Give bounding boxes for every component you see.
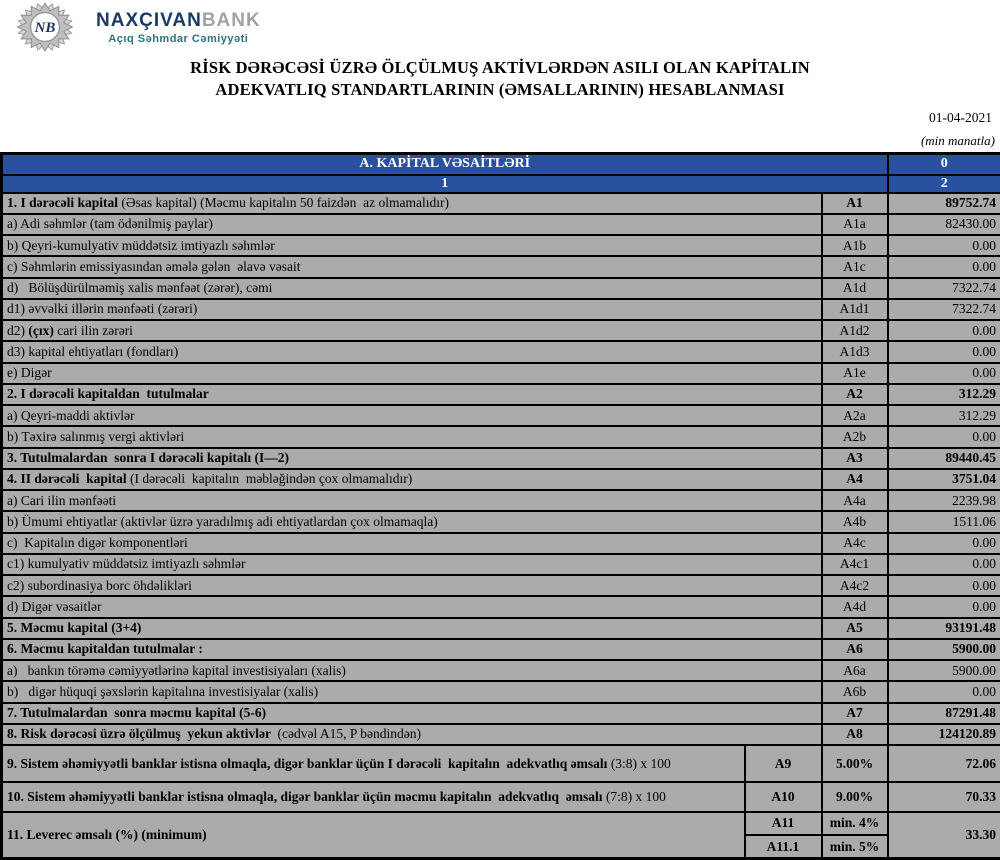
- table-row: [2, 511, 1000, 532]
- row-value: 5900.00: [888, 660, 1000, 681]
- row-label-text: cari ilin zərəri: [53, 322, 133, 338]
- row-code: A2a: [822, 405, 888, 426]
- row-code: A4a: [822, 490, 888, 511]
- document-title: [0, 57, 1000, 102]
- row-label: [2, 299, 822, 320]
- table-row: [2, 448, 1000, 469]
- row-code: A1e: [822, 363, 888, 384]
- row-label-text: 5. Məcmu kapital (3+4): [7, 620, 142, 636]
- row-value: 0.00: [888, 341, 1000, 362]
- row-label: [2, 426, 822, 447]
- row-label-text: d2): [7, 322, 29, 338]
- row-value: 0.00: [888, 554, 1000, 575]
- row-label: [2, 278, 822, 299]
- row-value: 0.00: [888, 256, 1000, 277]
- table-row: [2, 193, 1000, 214]
- row-label: [2, 341, 822, 362]
- table-row: [2, 405, 1000, 426]
- row-label-text: e) Digər: [7, 365, 52, 381]
- row-value: 312.29: [888, 405, 1000, 426]
- row-code: A1d2: [822, 320, 888, 341]
- row-label: [2, 812, 745, 859]
- row-label: [2, 745, 745, 782]
- table-row: [2, 469, 1000, 490]
- row-label-text: a) Cari ilin mənfəəti: [7, 492, 117, 508]
- row-label-text: 6. Məcmu kapitaldan tutulmalar :: [7, 641, 203, 657]
- row-code: A5: [822, 618, 888, 639]
- row-value: 0.00: [888, 426, 1000, 447]
- row-label: [2, 448, 822, 469]
- row-code: A9: [745, 745, 822, 782]
- row-label-text: b) Təxirə salınmış vergi aktivləri: [7, 428, 185, 444]
- table-row: [2, 235, 1000, 256]
- table-row: [2, 618, 1000, 639]
- row-value: 87291.48: [888, 703, 1000, 724]
- row-label: [2, 490, 822, 511]
- row-value: 3751.04: [888, 469, 1000, 490]
- row-value: 93191.48: [888, 618, 1000, 639]
- row-value: 124120.89: [888, 724, 1000, 745]
- row-code: A11.1: [745, 835, 822, 858]
- row-label-text: b) Ümumi ehtiyatlar (aktivlər üzrə yaradılmış adi ehtiyatlardan çox olmamaqla): [7, 513, 438, 529]
- row-label: [2, 681, 822, 702]
- row-value: 0.00: [888, 533, 1000, 554]
- row-label: [2, 320, 822, 341]
- row-code: A6b: [822, 681, 888, 702]
- row-label-text: d) Bölüşdürülməmiş xalis mənfəət (zərər), cəmi: [7, 280, 273, 296]
- row-code: A2: [822, 384, 888, 405]
- bank-seal-icon: [16, 2, 74, 52]
- row-label-text: 1. I dərəcəli kapital: [7, 195, 122, 211]
- bank-name-block: [96, 11, 261, 45]
- row-label-text: 9. Sistem əhəmiyyətli banklar istisna olmaqla, digər banklar üçün I dərəcəli kapitalın adekvatlıq əmsalı: [7, 755, 611, 771]
- row-label-text: d1) əvvəlki illərin mənfəəti (zərəri): [7, 301, 198, 317]
- table-row: [2, 812, 1000, 835]
- report-date: 01-04-2021: [929, 110, 992, 125]
- row-label-text: (3:8) x 100: [610, 755, 671, 771]
- table-row: [2, 703, 1000, 724]
- capital-table: [0, 152, 1000, 860]
- row-label-text: 10. Sistem əhəmiyyətli banklar istisna olmaqla, digər banklar üçün məcmu kapitalın adekvatlıq əmsalı: [7, 789, 606, 805]
- row-code: A1a: [822, 214, 888, 235]
- row-label: [2, 193, 822, 214]
- row-label-text: a) bankın törəmə cəmiyyətlərinə kapital investisiyaları (xalis): [7, 662, 346, 678]
- table-header-row-2: [2, 175, 1000, 193]
- row-code: A6a: [822, 660, 888, 681]
- row-label-text: 3. Tutulmalardan sonra I dərəcəli kapitalı (I—2): [7, 450, 290, 466]
- row-label-text: (çıx): [28, 322, 54, 338]
- unit-note: (min manatla): [920, 133, 995, 148]
- row-code: A3: [822, 448, 888, 469]
- table-row: [2, 575, 1000, 596]
- table-row: [2, 341, 1000, 362]
- row-percent: 9.00%: [822, 782, 888, 811]
- row-code: A4c2: [822, 575, 888, 596]
- bank-subtitle: Açıq Səhmdar Cəmiyyəti: [108, 33, 249, 45]
- row-code: A1b: [822, 235, 888, 256]
- row-label: [2, 660, 822, 681]
- table-section-title: A. KAPİTAL VƏSAİTLƏRİ: [2, 154, 888, 175]
- row-label-text: c) Səhmlərin emissiyasından əmələ gələn əlavə vəsait: [7, 258, 301, 274]
- row-label: [2, 533, 822, 554]
- row-code: A1c: [822, 256, 888, 277]
- row-value: 33.30: [888, 812, 1000, 859]
- row-label-text: d3) kapital ehtiyatları (fondları): [7, 343, 179, 359]
- row-value: 1511.06: [888, 511, 1000, 532]
- row-value: 82430.00: [888, 214, 1000, 235]
- table-row: [2, 320, 1000, 341]
- row-label-text: (cədvəl A15, P bəndindən): [277, 726, 421, 742]
- row-value: 5900.00: [888, 639, 1000, 660]
- row-value: 89752.74: [888, 193, 1000, 214]
- table-row: [2, 782, 1000, 811]
- row-code: A4c1: [822, 554, 888, 575]
- bank-name-primary: NAXÇIVAN: [96, 10, 202, 31]
- bank-name: [96, 11, 261, 30]
- row-label: [2, 596, 822, 617]
- row-code: A7: [822, 703, 888, 724]
- row-code: A4d: [822, 596, 888, 617]
- row-label-text: (Əsas kapital) (Məcmu kapitalın 50 faizdən az olmamalıdır): [121, 195, 450, 211]
- row-label: [2, 703, 822, 724]
- row-label: [2, 782, 745, 811]
- row-label: [2, 511, 822, 532]
- row-value: 0.00: [888, 320, 1000, 341]
- row-label: [2, 235, 822, 256]
- row-label-text: d) Digər vəsaitlər: [7, 598, 102, 614]
- row-label-text: c1) kumulyativ müddətsiz imtiyazlı səhmlər: [7, 556, 246, 572]
- row-value: 7322.74: [888, 278, 1000, 299]
- row-label-text: c2) subordinasiya borc öhdəlikləri: [7, 577, 192, 593]
- row-label-text: (I dərəcəli kapitalın məbləğindən çox olmamalıdır): [130, 471, 413, 487]
- row-code: A4b: [822, 511, 888, 532]
- row-label: [2, 363, 822, 384]
- row-value: 70.33: [888, 782, 1000, 811]
- table-row: [2, 299, 1000, 320]
- row-code: A4c: [822, 533, 888, 554]
- bank-logo: [16, 2, 261, 52]
- row-code: A1: [822, 193, 888, 214]
- table-row: [2, 363, 1000, 384]
- row-label-text: 4. II dərəcəli kapital: [7, 471, 130, 487]
- row-label-text: 2. I dərəcəli kapitaldan tutulmalar: [7, 386, 209, 402]
- table-row: [2, 596, 1000, 617]
- row-value: 312.29: [888, 384, 1000, 405]
- table-row: [2, 681, 1000, 702]
- table-row: [2, 533, 1000, 554]
- row-code: A1d1: [822, 299, 888, 320]
- row-label-text: b) digər hüquqi şəxslərin kapitalına investisiyalar (xalis): [7, 683, 319, 699]
- row-label-text: 7. Tutulmalardan sonra məcmu kapital (5-6): [7, 705, 267, 721]
- row-label: [2, 256, 822, 277]
- table-row: [2, 214, 1000, 235]
- row-code: A2b: [822, 426, 888, 447]
- row-label: [2, 575, 822, 596]
- bank-monogram: NB: [34, 20, 56, 36]
- row-code: A6: [822, 639, 888, 660]
- row-value: 0.00: [888, 596, 1000, 617]
- bank-name-secondary: BANK: [201, 10, 261, 31]
- row-value: 0.00: [888, 363, 1000, 384]
- row-value: 0.00: [888, 681, 1000, 702]
- row-label-text: a) Qeyri-maddi aktivlər: [7, 407, 135, 423]
- row-label: [2, 554, 822, 575]
- row-label: [2, 469, 822, 490]
- row-label-text: 8. Risk dərəcəsi üzrə ölçülmuş yekun aktivlər: [7, 726, 278, 742]
- row-label-text: 11. Leverec əmsalı (%) (minimum): [7, 826, 207, 842]
- row-percent: min. 4%: [822, 812, 888, 835]
- row-value: 0.00: [888, 575, 1000, 596]
- row-code: A4: [822, 469, 888, 490]
- table-row: [2, 639, 1000, 660]
- row-code: A1d3: [822, 341, 888, 362]
- row-code: A11: [745, 812, 822, 835]
- row-label-text: (7:8) x 100: [605, 789, 666, 805]
- row-value: 7322.74: [888, 299, 1000, 320]
- row-label: [2, 405, 822, 426]
- row-label: [2, 639, 822, 660]
- row-code: A1d: [822, 278, 888, 299]
- table-row: [2, 278, 1000, 299]
- row-value: 0.00: [888, 235, 1000, 256]
- document-title-line1: RİSK DƏRƏCƏSİ ÜZRƏ ÖLÇÜLMUŞ AKTİVLƏRDƏN ASILI OLAN KAPİTALIN: [190, 58, 810, 77]
- table-row: [2, 490, 1000, 511]
- table-col-header-1: 1: [2, 175, 888, 193]
- row-value: 89440.45: [888, 448, 1000, 469]
- table-row: [2, 554, 1000, 575]
- row-label-text: b) Qeyri-kumulyativ müddətsiz imtiyazlı səhmlər: [7, 237, 275, 253]
- row-percent: min. 5%: [822, 835, 888, 858]
- row-label: [2, 214, 822, 235]
- table-row: [2, 384, 1000, 405]
- row-label-text: c) Kapitalın digər komponentləri: [7, 535, 188, 551]
- row-label: [2, 384, 822, 405]
- document-title-line2: ADEKVATLIQ STANDARTLARININ (ƏMSALLARININ) HESABLANMASI: [215, 80, 785, 100]
- table-col-header-2: 2: [888, 175, 1000, 193]
- table-row: [2, 745, 1000, 782]
- table-row: [2, 660, 1000, 681]
- row-label: [2, 618, 822, 639]
- table-row: [2, 724, 1000, 745]
- row-label-text: a) Adi səhmlər (tam ödənilmiş paylar): [7, 216, 213, 232]
- row-code: A8: [822, 724, 888, 745]
- row-percent: 5.00%: [822, 745, 888, 782]
- row-value: 72.06: [888, 745, 1000, 782]
- table-row: [2, 256, 1000, 277]
- row-label: [2, 724, 822, 745]
- table-col-header-0: 0: [888, 154, 1000, 175]
- row-value: 2239.98: [888, 490, 1000, 511]
- table-row: [2, 426, 1000, 447]
- table-header-row-1: [2, 154, 1000, 175]
- row-code: A10: [745, 782, 822, 811]
